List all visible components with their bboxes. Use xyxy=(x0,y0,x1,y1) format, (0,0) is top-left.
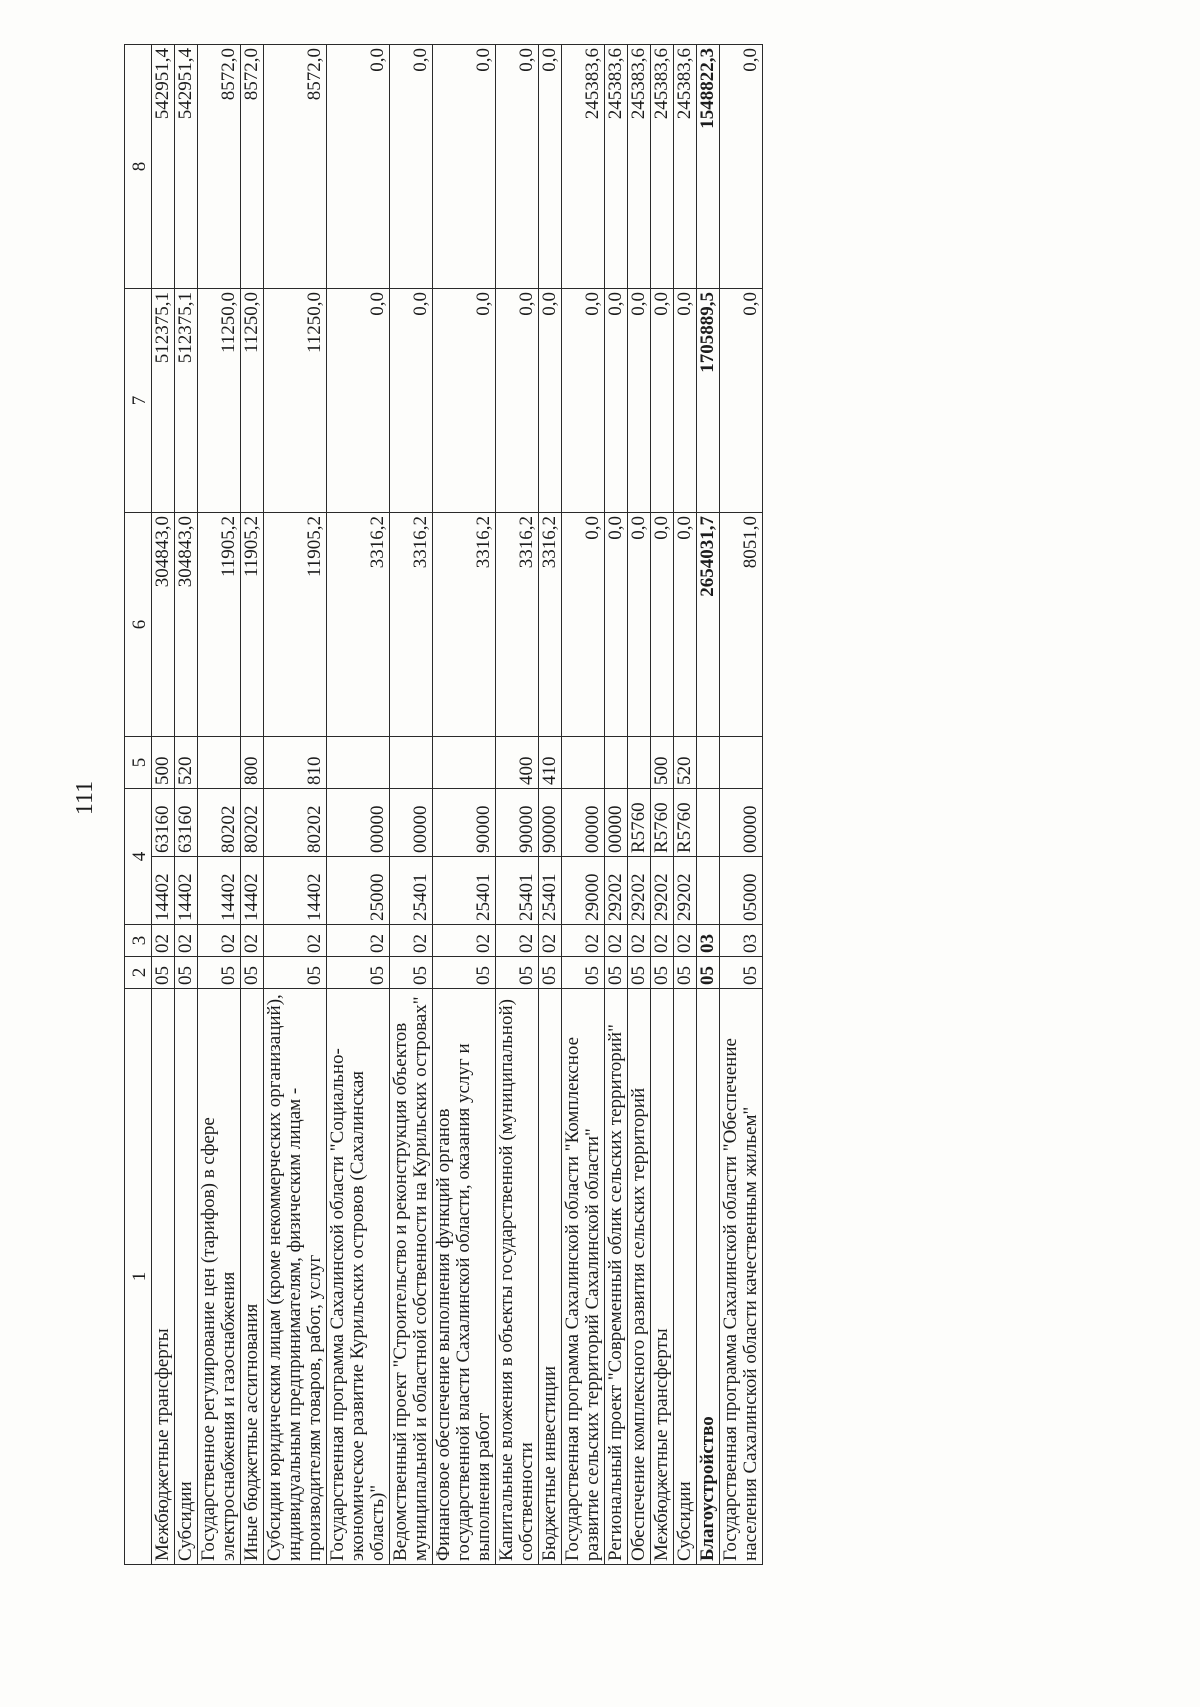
table-row xyxy=(539,45,562,1565)
amount-year-3-cell: 245383,6 xyxy=(674,45,697,289)
target-article-suffix-cell: 00000 xyxy=(605,789,628,857)
section-code-cell: 05 xyxy=(720,957,763,989)
row-name-cell: Государственное регулирование цен (тарифов) в сфере электроснабжения и газоснабжения xyxy=(198,989,241,1565)
target-article-prefix-cell: 29202 xyxy=(651,857,674,925)
target-article-prefix-cell: 14402 xyxy=(198,857,241,925)
amount-year-1-cell: 0,0 xyxy=(651,513,674,737)
section-code-cell: 05 xyxy=(152,957,175,989)
target-article-prefix-cell: 29202 xyxy=(605,857,628,925)
subsection-code-cell: 02 xyxy=(433,925,496,957)
amount-year-3-cell: 0,0 xyxy=(720,45,763,289)
target-article-suffix-cell: 80202 xyxy=(198,789,241,857)
expense-type-cell: 400 xyxy=(496,737,539,789)
header-cell: 6 xyxy=(125,513,152,737)
row-name-cell: Капитальные вложения в объекты государственной (муниципальной) собственности xyxy=(496,989,539,1565)
subsection-code-cell: 02 xyxy=(605,925,628,957)
amount-year-1-cell: 11905,2 xyxy=(264,513,327,737)
target-article-suffix-cell: R5760 xyxy=(651,789,674,857)
amount-year-1-cell: 8051,0 xyxy=(720,513,763,737)
amount-year-3-cell: 8572,0 xyxy=(264,45,327,289)
expense-type-cell xyxy=(720,737,763,789)
row-name-cell: Межбюджетные трансферты xyxy=(651,989,674,1565)
row-name-cell: Субсидии xyxy=(674,989,697,1565)
header-cell: 4 xyxy=(125,789,152,925)
table-row xyxy=(628,45,651,1565)
amount-year-2-cell: 0,0 xyxy=(651,289,674,513)
expense-type-cell: 500 xyxy=(651,737,674,789)
subsection-code-cell: 02 xyxy=(562,925,605,957)
amount-year-3-cell: 542951,4 xyxy=(152,45,175,289)
amount-year-1-cell: 0,0 xyxy=(562,513,605,737)
section-code-cell: 05 xyxy=(390,957,433,989)
expense-type-cell xyxy=(390,737,433,789)
target-article-prefix-cell: 25000 xyxy=(327,857,390,925)
target-article-suffix-cell: 80202 xyxy=(264,789,327,857)
expense-type-cell: 410 xyxy=(539,737,562,789)
subsection-code-cell: 02 xyxy=(327,925,390,957)
amount-year-3-cell: 0,0 xyxy=(539,45,562,289)
amount-year-2-cell: 11250,0 xyxy=(264,289,327,513)
target-article-prefix-cell: 05000 xyxy=(720,857,763,925)
expense-type-cell: 800 xyxy=(241,737,264,789)
expense-type-cell: 520 xyxy=(674,737,697,789)
page-number: 111 xyxy=(72,780,98,816)
amount-year-2-cell: 11250,0 xyxy=(198,289,241,513)
row-name-cell: Региональный проект "Современный облик сельских территорий" xyxy=(605,989,628,1565)
amount-year-2-cell: 1705889,5 xyxy=(697,289,720,513)
amount-year-1-cell: 3316,2 xyxy=(327,513,390,737)
subsection-code-cell: 02 xyxy=(390,925,433,957)
target-article-prefix-cell: 25401 xyxy=(390,857,433,925)
section-code-cell: 05 xyxy=(562,957,605,989)
subsection-code-cell: 02 xyxy=(651,925,674,957)
amount-year-1-cell: 2654031,7 xyxy=(697,513,720,737)
amount-year-2-cell: 0,0 xyxy=(605,289,628,513)
row-name-cell: Обеспечение комплексного развития сельских территорий xyxy=(628,989,651,1565)
target-article-prefix-cell: 29000 xyxy=(562,857,605,925)
table-row xyxy=(562,45,605,1565)
section-code-cell: 05 xyxy=(496,957,539,989)
amount-year-3-cell: 0,0 xyxy=(496,45,539,289)
target-article-prefix-cell: 14402 xyxy=(152,857,175,925)
target-article-suffix-cell xyxy=(697,789,720,857)
amount-year-3-cell: 0,0 xyxy=(390,45,433,289)
header-row xyxy=(125,45,152,1565)
target-article-prefix-cell: 14402 xyxy=(241,857,264,925)
amount-year-2-cell: 0,0 xyxy=(628,289,651,513)
subsection-code-cell: 03 xyxy=(697,925,720,957)
amount-year-3-cell: 0,0 xyxy=(327,45,390,289)
table-row xyxy=(720,45,763,1565)
amount-year-3-cell: 245383,6 xyxy=(628,45,651,289)
expense-type-cell xyxy=(433,737,496,789)
amount-year-1-cell: 3316,2 xyxy=(539,513,562,737)
amount-year-1-cell: 3316,2 xyxy=(496,513,539,737)
target-article-prefix-cell: 29202 xyxy=(628,857,651,925)
expense-type-cell: 520 xyxy=(175,737,198,789)
table-row xyxy=(674,45,697,1565)
amount-year-2-cell: 11250,0 xyxy=(241,289,264,513)
row-name-cell: Государственная программа Сахалинской области "Комплексное развитие сельских территорий Сахалинской области" xyxy=(562,989,605,1565)
target-article-suffix-cell: 90000 xyxy=(433,789,496,857)
row-name-cell: Иные бюджетные ассигнования xyxy=(241,989,264,1565)
table-row xyxy=(697,45,720,1565)
target-article-suffix-cell: 90000 xyxy=(496,789,539,857)
amount-year-3-cell: 245383,6 xyxy=(605,45,628,289)
amount-year-2-cell: 0,0 xyxy=(539,289,562,513)
subsection-code-cell: 02 xyxy=(628,925,651,957)
amount-year-3-cell: 245383,6 xyxy=(651,45,674,289)
amount-year-1-cell: 3316,2 xyxy=(433,513,496,737)
expense-type-cell xyxy=(605,737,628,789)
subsection-code-cell: 02 xyxy=(198,925,241,957)
budget-table xyxy=(124,44,763,1565)
amount-year-2-cell: 0,0 xyxy=(496,289,539,513)
section-code-cell: 05 xyxy=(539,957,562,989)
target-article-prefix-cell: 25401 xyxy=(539,857,562,925)
amount-year-2-cell: 0,0 xyxy=(562,289,605,513)
target-article-suffix-cell: R5760 xyxy=(628,789,651,857)
row-name-cell: Ведомственный проект "Строительство и реконструкция объектов муниципальной и областной собственности на Курильских островах" xyxy=(390,989,433,1565)
section-code-cell: 05 xyxy=(628,957,651,989)
table-row xyxy=(433,45,496,1565)
expense-type-cell: 500 xyxy=(152,737,175,789)
target-article-suffix-cell: 00000 xyxy=(390,789,433,857)
row-name-cell: Государственная программа Сахалинской области "Социально-экономическое развитие Курильских островов (Сахалинская область)" xyxy=(327,989,390,1565)
amount-year-1-cell: 0,0 xyxy=(674,513,697,737)
row-name-cell: Финансовое обеспечение выполнения функций органов государственной власти Сахалинской области, оказания услуг и выполнения работ xyxy=(433,989,496,1565)
expense-type-cell xyxy=(697,737,720,789)
target-article-suffix-cell: 00000 xyxy=(720,789,763,857)
table-row xyxy=(496,45,539,1565)
amount-year-2-cell: 512375,1 xyxy=(152,289,175,513)
header-cell: 3 xyxy=(125,925,152,957)
table-row xyxy=(175,45,198,1565)
section-code-cell: 05 xyxy=(241,957,264,989)
amount-year-2-cell: 512375,1 xyxy=(175,289,198,513)
subsection-code-cell: 02 xyxy=(152,925,175,957)
amount-year-3-cell: 1548822,3 xyxy=(697,45,720,289)
target-article-suffix-cell: 63160 xyxy=(175,789,198,857)
subsection-code-cell: 02 xyxy=(241,925,264,957)
header-cell: 1 xyxy=(125,989,152,1565)
target-article-suffix-cell: 63160 xyxy=(152,789,175,857)
amount-year-2-cell: 0,0 xyxy=(720,289,763,513)
expense-type-cell xyxy=(198,737,241,789)
table-row xyxy=(390,45,433,1565)
section-code-cell: 05 xyxy=(697,957,720,989)
table-row xyxy=(651,45,674,1565)
header-cell: 8 xyxy=(125,45,152,289)
row-name-cell: Субсидии xyxy=(175,989,198,1565)
amount-year-1-cell: 3316,2 xyxy=(390,513,433,737)
table-row xyxy=(605,45,628,1565)
expense-type-cell xyxy=(327,737,390,789)
target-article-suffix-cell: 00000 xyxy=(562,789,605,857)
row-name-cell: Благоустройство xyxy=(697,989,720,1565)
amount-year-2-cell: 0,0 xyxy=(433,289,496,513)
expense-type-cell xyxy=(628,737,651,789)
target-article-suffix-cell: 00000 xyxy=(327,789,390,857)
target-article-prefix-cell xyxy=(697,857,720,925)
target-article-suffix-cell: 90000 xyxy=(539,789,562,857)
subsection-code-cell: 02 xyxy=(674,925,697,957)
target-article-prefix-cell: 29202 xyxy=(674,857,697,925)
section-code-cell: 05 xyxy=(674,957,697,989)
header-cell: 7 xyxy=(125,289,152,513)
target-article-prefix-cell: 14402 xyxy=(264,857,327,925)
section-code-cell: 05 xyxy=(264,957,327,989)
amount-year-2-cell: 0,0 xyxy=(327,289,390,513)
table-row xyxy=(264,45,327,1565)
target-article-prefix-cell: 14402 xyxy=(175,857,198,925)
header-cell: 2 xyxy=(125,957,152,989)
header-cell: 5 xyxy=(125,737,152,789)
section-code-cell: 05 xyxy=(433,957,496,989)
section-code-cell: 05 xyxy=(198,957,241,989)
section-code-cell: 05 xyxy=(175,957,198,989)
row-name-cell: Бюджетные инвестиции xyxy=(539,989,562,1565)
row-name-cell: Государственная программа Сахалинской области "Обеспечение населения Сахалинской области качественным жильем" xyxy=(720,989,763,1565)
amount-year-1-cell: 0,0 xyxy=(605,513,628,737)
amount-year-1-cell: 0,0 xyxy=(628,513,651,737)
amount-year-1-cell: 304843,0 xyxy=(175,513,198,737)
section-code-cell: 05 xyxy=(327,957,390,989)
target-article-suffix-cell: R5760 xyxy=(674,789,697,857)
amount-year-3-cell: 8572,0 xyxy=(198,45,241,289)
expense-type-cell xyxy=(562,737,605,789)
amount-year-1-cell: 304843,0 xyxy=(152,513,175,737)
target-article-prefix-cell: 25401 xyxy=(433,857,496,925)
subsection-code-cell: 02 xyxy=(264,925,327,957)
subsection-code-cell: 03 xyxy=(720,925,763,957)
table-row xyxy=(198,45,241,1565)
subsection-code-cell: 02 xyxy=(539,925,562,957)
amount-year-2-cell: 0,0 xyxy=(390,289,433,513)
amount-year-3-cell: 542951,4 xyxy=(175,45,198,289)
amount-year-3-cell: 0,0 xyxy=(433,45,496,289)
amount-year-2-cell: 0,0 xyxy=(674,289,697,513)
rotated-table-area xyxy=(124,45,1134,1565)
table-row xyxy=(241,45,264,1565)
row-name-cell: Межбюджетные трансферты xyxy=(152,989,175,1565)
subsection-code-cell: 02 xyxy=(496,925,539,957)
amount-year-3-cell: 245383,6 xyxy=(562,45,605,289)
row-name-cell: Субсидии юридическим лицам (кроме некоммерческих организаций), индивидуальным предпринимателям, физическим лицам - производителям товаров, работ, услуг xyxy=(264,989,327,1565)
expense-type-cell: 810 xyxy=(264,737,327,789)
target-article-prefix-cell: 25401 xyxy=(496,857,539,925)
table-row xyxy=(327,45,390,1565)
amount-year-1-cell: 11905,2 xyxy=(198,513,241,737)
table-row xyxy=(152,45,175,1565)
target-article-suffix-cell: 80202 xyxy=(241,789,264,857)
section-code-cell: 05 xyxy=(651,957,674,989)
subsection-code-cell: 02 xyxy=(175,925,198,957)
section-code-cell: 05 xyxy=(605,957,628,989)
amount-year-1-cell: 11905,2 xyxy=(241,513,264,737)
amount-year-3-cell: 8572,0 xyxy=(241,45,264,289)
